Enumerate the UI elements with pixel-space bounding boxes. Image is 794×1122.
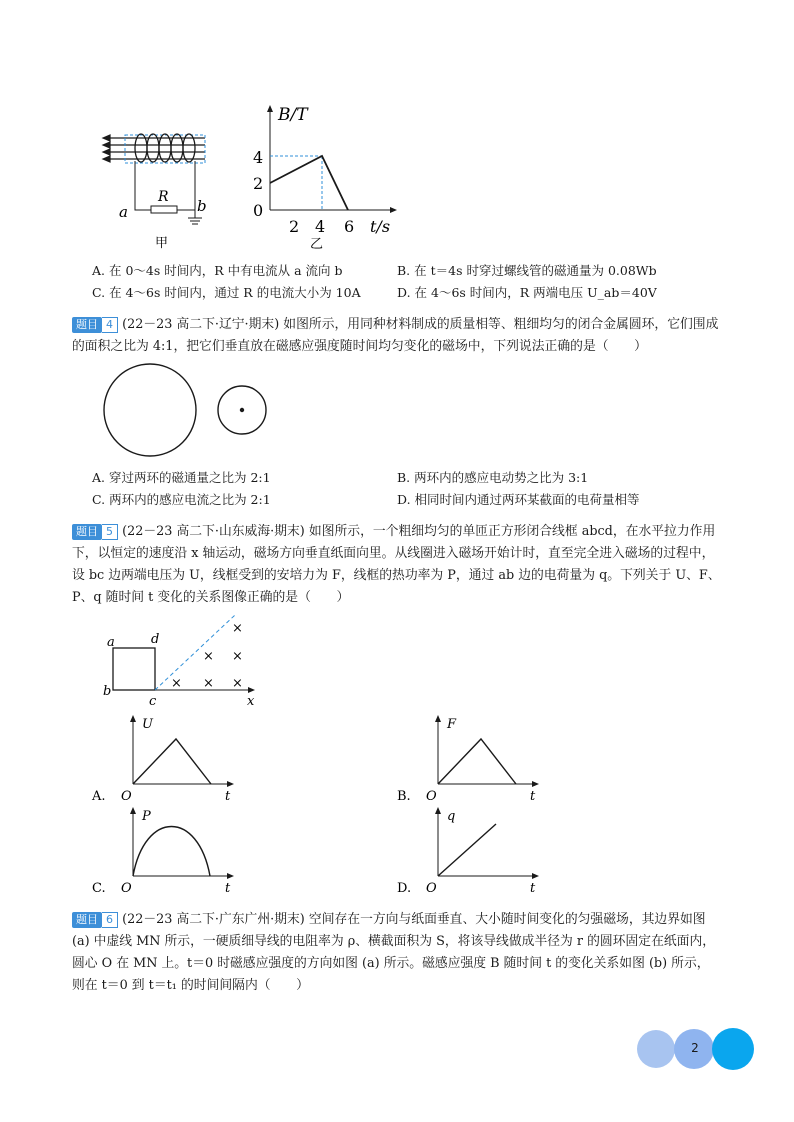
caption-yi: 乙: [310, 237, 324, 252]
option-letter: A.: [92, 789, 106, 804]
square-frame: [113, 648, 155, 690]
y-axis-label: F: [447, 717, 457, 732]
graph-curve: [438, 739, 516, 784]
q4-number: 4: [102, 317, 118, 333]
graph-curve: [133, 739, 211, 784]
resistor-R: [151, 206, 177, 213]
ytick-0: 0: [253, 201, 264, 220]
q6-badge: 题目: [72, 912, 102, 928]
solenoid-circuit-figure: [95, 125, 235, 255]
label-b: b: [197, 197, 207, 215]
xtick-6: 6: [344, 217, 355, 236]
y-axis-label: P: [142, 809, 151, 824]
option-c-graph[interactable]: [90, 804, 250, 896]
xtick-2: 2: [289, 217, 300, 236]
q6-source: (22－23 高二下·广东广州·期末): [122, 912, 305, 927]
graph-curve: [133, 827, 210, 877]
option-letter: D.: [397, 881, 412, 896]
label-a: a: [119, 203, 128, 221]
caption-jia: 甲: [155, 236, 169, 251]
q4-option-c[interactable]: C. 两环内的感应电流之比为 2:1: [92, 492, 271, 507]
b-t-series-line: [270, 156, 348, 210]
x-axis-label: t/s: [370, 217, 391, 236]
q4-badge: 题目: [72, 317, 102, 333]
option-a-graph[interactable]: [90, 712, 250, 804]
cross: ×: [171, 676, 182, 691]
origin-label: O: [121, 881, 132, 896]
label-x: x: [247, 694, 255, 709]
option-b-graph[interactable]: [395, 712, 555, 804]
cross: ×: [232, 676, 243, 691]
cross: ×: [203, 649, 214, 664]
origin-label: O: [121, 789, 132, 804]
b-t-graph: [245, 100, 405, 255]
q4-option-a[interactable]: A. 穿过两环的磁通量之比为 2:1: [92, 470, 271, 485]
q6-number: 6: [102, 912, 118, 928]
q4-option-b[interactable]: B. 两环内的感应电动势之比为 3:1: [397, 470, 589, 485]
option-d-graph[interactable]: [395, 804, 555, 896]
q5-stem: [72, 521, 722, 609]
frame-field-figure: [95, 615, 265, 710]
option-letter: B.: [397, 789, 411, 804]
y-axis-label: U: [142, 717, 153, 732]
footer-circle-light: [637, 1030, 675, 1068]
xtick-4: 4: [315, 217, 326, 236]
ytick-2: 2: [253, 174, 264, 193]
y-axis-label: q: [447, 809, 456, 824]
q3-option-d[interactable]: D. 在 4～6s 时间内，R 两端电压 U_ab＝40V: [397, 285, 657, 300]
q5-number: 5: [102, 524, 118, 540]
two-rings-figure: [100, 360, 280, 460]
origin-label: O: [426, 881, 437, 896]
origin-label: O: [426, 789, 437, 804]
graph-curve: [438, 824, 496, 876]
x-axis-label: t: [225, 881, 231, 896]
x-axis-label: t: [225, 789, 231, 804]
q3-option-b[interactable]: B. 在 t＝4s 时穿过螺线管的磁通量为 0.08Wb: [397, 263, 657, 278]
small-ring-center-dot: [240, 408, 244, 412]
cross: ×: [232, 649, 243, 664]
q4-stem: [72, 314, 722, 358]
x-axis-label: t: [530, 881, 536, 896]
label-d: d: [151, 632, 160, 647]
q5-source: (22－23 高二下·山东威海·期末): [122, 524, 305, 539]
page-number: 2: [691, 1041, 699, 1055]
field-boundary: [155, 615, 235, 690]
q5-badge: 题目: [72, 524, 102, 540]
large-ring: [104, 364, 196, 456]
x-axis-label: t: [530, 789, 536, 804]
q3-option-c[interactable]: C. 在 4～6s 时间内，通过 R 的电流大小为 10A: [92, 285, 361, 300]
q6-stem: [72, 909, 722, 997]
q6-text: 空间存在一方向与纸面垂直、大小随时间变化的匀强磁场，其边界如图 (a) 中虚线 MN 所示，一硬质细导线的电阻率为 ρ、横截面积为 S，将该导线做成半径为 r 的圆环固定在纸面内，圆心 O 在 MN 上。t＝0 时磁感应强度的方向如图 (a) 所示。磁感应强度 B 随时间 t 的变化关系如图 (b) 所示，则在 t＝0 到 t＝t₁ 的时间间隔内（ ）: [72, 912, 716, 993]
option-letter: C.: [92, 881, 106, 896]
cross: ×: [232, 621, 243, 636]
q5-text: 如图所示，一个粗细均匀的单匝正方形闭合线框 abcd，在水平拉力作用下，以恒定的速度沿 x 轴运动，磁场方向垂直纸面向里。从线圈进入磁场开始计时，直至完全进入磁场的过程中，设 bc 边两端电压为 U，线框受到的安培力为 F，线框的热功率为 P，通过 ab 边的电荷量为 q。下列关于 U、F、P、q 随时间 t 变化的关系图像正确的是（ ）: [72, 524, 721, 605]
cross: ×: [203, 676, 214, 691]
q3-option-a[interactable]: A. 在 0～4s 时间内，R 中有电流从 a 流向 b: [92, 263, 343, 278]
label-a: a: [107, 635, 115, 650]
footer-circle-dark: [712, 1028, 754, 1070]
label-R: R: [158, 189, 169, 205]
q4-option-d[interactable]: D. 相同时间内通过两环某截面的电荷量相等: [397, 492, 640, 507]
label-b: b: [103, 684, 112, 699]
label-c: c: [149, 694, 157, 709]
q4-text: 如图所示，用同种材料制成的质量相等、粗细均匀的闭合金属圆环，它们围成的面积之比为 4:1，把它们垂直放在磁感应强度随时间均匀变化的磁场中，下列说法正确的是（ ）: [72, 317, 719, 354]
y-axis-label: B/T: [278, 105, 308, 125]
ytick-4: 4: [253, 148, 264, 167]
q4-source: (22－23 高二下·辽宁·期末): [122, 317, 280, 332]
